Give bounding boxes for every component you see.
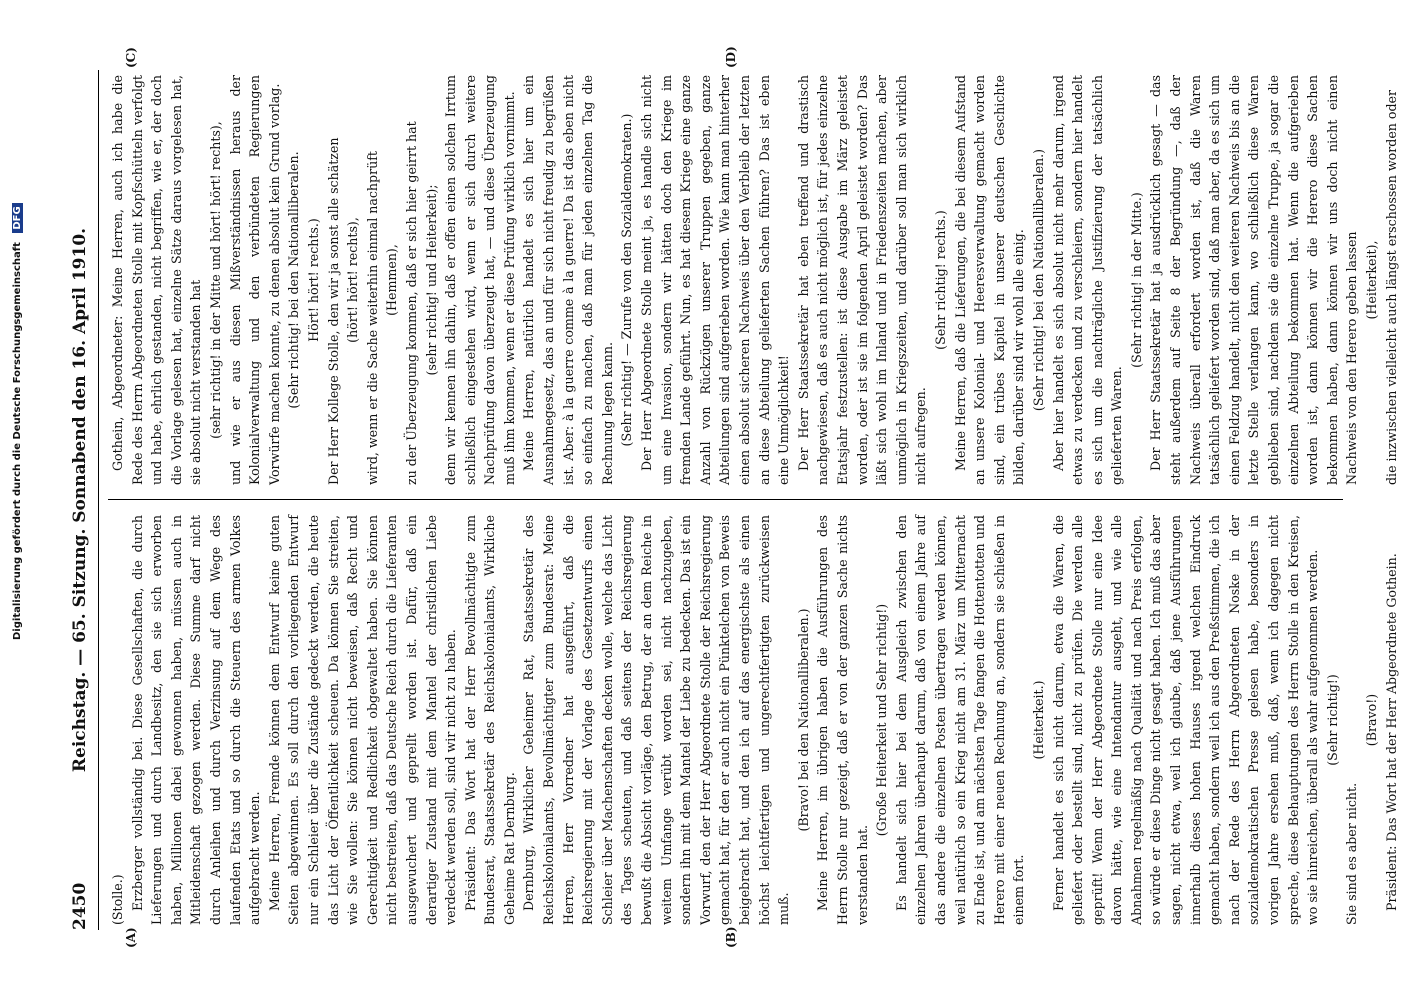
paragraph: (Bravo!) bbox=[1364, 693, 1379, 747]
margin-mark-d: (D) bbox=[724, 46, 738, 68]
page-number: 2450 bbox=[70, 882, 90, 930]
paragraph: Meine Herren, natürlich handelt es sich hier um ein Ausnahmegesetz, das an und für sich nicht freudig zu begrüßen ist. Aber: à la guerre comme à la guerre! Da ist das eben nicht so einfach zu machen, daß man für jeden einzelnen Tag die Rechnung legen kann. bbox=[521, 75, 615, 485]
paragraph: Es handelt sich hier bei dem Ausgleich zwischen den einzelnen Jahren überhaupt darum, daß von einem Jahre auf das andere die einzelnen Posten übertragen werden können, weil natürlich so ein Krieg nicht am 31. März um Mitternacht zu Ende ist, und am nächsten Tage fangen die Hottentotten und Herero mit einer neuen Rechnung an, sondern sie schießen in einem fort. bbox=[893, 515, 1027, 925]
paragraph: Präsident: Das Wort hat der Herr Abgeordnete Gothein. bbox=[1383, 553, 1399, 911]
paragraph: Meine Herren, im übrigen haben die Ausführungen des Herrn Stolle nur gezeigt, daß er von der ganzen Sache nichts verstanden hat. bbox=[815, 515, 870, 925]
left-text-column bbox=[108, 515, 1401, 925]
paragraph: (Sehr richtig! bei den Nationalliberalen.) bbox=[1030, 148, 1046, 412]
column-divider bbox=[108, 499, 1343, 500]
paragraph: (Sehr richtig!) bbox=[1324, 674, 1340, 766]
paragraph: (sehr richtig! in der Mitte und hört! hört! rechts), bbox=[207, 121, 223, 439]
paragraph: Ferner handelt es sich nicht darum, etwa die Waren, die geliefert oder bestellt sind, nicht zu prüfen. Die werden alle geprüft! Wenn der Herr Abgeordnete Stolle nur eine Idee davon hätte, wie eine Intendantur ausgeht, und wie alle Abnahmen regelmäßig nach Qualität und nach Preis erfolgen, so würde er diese Dinge nicht gesagt haben. Ich muß das aber sagen, nicht etwa, weil ich glaube, daß jene Ausführungen innerhalb dieses hohen Hauses irgend welchen Eindruck gemacht haben, sondern weil ich aus den Preßstimmen, die ich nach der Rede des Herrn Abgeordneten Noske in der sozialdemokratischen Presse gelesen habe, besonders in vorigen Jahre ersehen muß, daß, wenn ich dagegen nicht spreche, diese Behauptungen des Herrn Stolle in den Kreisen, wo sie hinreichen, überall als wahr aufgenommen werden. bbox=[1050, 515, 1321, 925]
paragraph: Präsident: Das Wort hat der Herr Bevollmächtigte zum Bundesrat, Staatssekretär des Reichskolonialamts, Wirkliche Geheime Rat Dernburg. bbox=[462, 515, 517, 925]
paragraph: denn wir kennen ihn dahin, daß er offen einen solchen Irrtum schließlich eingestehen wird, wenn er sich durch weitere Nachprüfung davon überzeugt hat, — und diese Überzeugung muß ihm kommen, wenn er diese Prüfung wirklich vornimmt. bbox=[443, 75, 517, 485]
paragraph: Der Herr Staatssekretär hat eben treffend und drastisch nachgewiesen, daß es auch nicht möglich ist, für jedes einzelne Etatsjahr festzustellen: ist diese Ausgabe im März geleistet worden, oder ist sie im folgenden April geleistet worden? Das läßt sich wohl im Inland und in Friedenszeiten machen, aber unmöglich in Kriegszeiten, und darüber soll man sich wirklich nicht aufregen. bbox=[795, 75, 929, 485]
right-text-column bbox=[108, 75, 1401, 485]
header-rule bbox=[98, 70, 99, 930]
paragraph: Gothein, Abgeordneter: Meine Herren, auch ich habe die Rede des Herrn Abgeordneten Stolle mit Kopfschütteln verfolgt und habe, ehrlich gestanden, nicht begriffen, wie er, der doch die Vorlage gelesen hat, einzelne Sätze daraus vorgelesen hat, sie absolut nicht verstanden hat bbox=[110, 75, 204, 485]
paragraph: (Sehr richtig! in der Mitte.) bbox=[1128, 192, 1144, 368]
margin-mark-b: (B) bbox=[724, 926, 738, 948]
paragraph: (Heiterkeit.) bbox=[1030, 680, 1046, 760]
paragraph: (Sehr richtig! bei den Nationalliberalen. bbox=[286, 151, 302, 409]
paragraph: Der Herr Abgeordnete Stolle meint ja, es handle sich nicht um eine Invasion, sondern wir hätten doch den Kriege im fremden Lande geführt. Nun, es hat diesem Kriege eine ganze Anzahl von Rückzügen unserer Truppen gegeben, ganze Abteilungen sind aufgerieben worden. Wie kann man hinterher einen absolut sicheren Nachweis über den Verbleib der letzten an diese Abteilung gelieferten Sachen führen? Das ist eben eine Unmöglichkeit! bbox=[639, 75, 792, 485]
dfg-logo: DFG bbox=[12, 203, 23, 232]
paragraph: Erzberger vollständig bei. Diese Gesellschaften, die durch Lieferungen und durch Landbesitz, den sie sich erworben haben, Millionen dabei gewonnen haben, müssen auch in Mitleidenschaft gezogen werden. Diese Summe darf nicht durch Anleihen und durch Verzinsung auf dem Wege des laufenden Etats und so durch die Steuern des armen Volkes aufgebracht werden. bbox=[129, 515, 263, 925]
paragraph: Aber hier handelt es sich absolut nicht mehr darum, irgend etwas zu verdecken und zu verschleiern, sondern hier handelt es sich um die nachträgliche Justifizierung der tatsächlich gelieferten Waren. bbox=[1050, 75, 1125, 485]
paragraph: (Heiterkeit), bbox=[1364, 240, 1379, 320]
paragraph: und wie er aus diesen Mißverständnissen heraus der Kolonialverwaltung und den verbündeten Regierungen Vorwürfe machen konnte, zu denen absolut kein Grund vorlag. bbox=[227, 75, 282, 485]
paragraph: (Bravo! bei den Nationalliberalen.) bbox=[795, 608, 811, 832]
paragraph: (Große Heiterkeit und Sehr richtig!) bbox=[874, 603, 890, 837]
paragraph: (Sehr richtig! rechts.) bbox=[932, 210, 948, 350]
paragraph: Der Herr Staatssekretär hat ja ausdrücklich gesagt — das steht außerdem auf Seite 8 der Begründung —, daß der Nachweis überall erfordert worden ist, daß die Waren tatsächlich geliefert worden sind, daß man aber, da es sich um einen Feldzug handelt, nicht den weiteren Nachweis bis an die letzte Stelle verlangen kann, wo schließlich diese Waren geblieben sind, nachdem sie die einzelne Truppe, ja sogar die einzelnen Abteilung bekommen hat. Wenn die aufgerieben worden ist, dann können wir die Herero diese Sachen bekommen haben, dann können wir uns doch nicht einen Nachweis von den Herero geben lassen bbox=[1148, 75, 1360, 485]
paragraph: (Sehr richtig! — Zurufe von den Sozialdemokraten.) bbox=[619, 113, 635, 447]
paragraph: wird, wenn er die Sache weiterhin einmal nachprüft bbox=[364, 151, 380, 485]
paragraph: (Stolle.) bbox=[110, 874, 125, 925]
paragraph: Der Herr Kollege Stolle, den wir ja sonst alle schätzen bbox=[325, 137, 341, 485]
paragraph: zu der Überzeugung kommen, daß er sich hier geirrt hat bbox=[403, 121, 419, 485]
paragraph: Meine Herren, Fremde können dem Entwurf keine guten Seiten abgewinnen. Es soll durch den vorliegenden Entwurf nur ein Schleier über die Zustände gedeckt werden, die heute das Licht der Öffentlichkeit scheuen. Da können Sie streiten, wie Sie wollen: Sie können nicht beweisen, daß Recht und Gerechtigkeit und Redlichkeit obgewaltet haben. Sie können nicht bestreiten, daß das Deutsche Reich durch die Lieferanten ausgewuchert und geprellt worden ist. Dafür, daß ein derartiger Zustand mit dem Mantel der christlichen Liebe verdeckt werden soll, sind wir nicht zu haben. bbox=[266, 515, 459, 925]
margin-mark-a: (A) bbox=[124, 927, 138, 948]
paragraph: (Hemmen), bbox=[384, 244, 400, 316]
paragraph: (hört! hört! rechts), bbox=[345, 217, 361, 343]
paragraph: (sehr richtig! und Heiterkeit); bbox=[423, 184, 439, 376]
paragraph: Dernburg, Wirklicher Geheimer Rat, Staatssekretär des Reichskolonialamts, Bevollmächtigter zum Bundesrat: Meine Herren, Herr Vorredner hat ausgeführt, daß die Reichsregierung mit der Vorlage des Gesetzentwurfs einen Schleier über Machenschaften decken wolle, welche das Licht des Tages scheuten, und daß seitens der Reichsregierung bewußt die Absicht vorläge, den Betrug, der an dem Reiche in weitem Umfange verübt worden sei, nicht nachzugeben, sondern ihn mit dem Mantel der Liebe zu bedecken. Das ist ein Vorwurf, den der Herr Abgeordnete Stolle der Reichsregierung gemacht hat, für den er auch nicht ein Pünktelchen von Beweis beigebracht hat, und den ich auf das energischste als einen höchst leichtfertigen und ungerechtfertigten zurückweisen muß. bbox=[521, 515, 792, 925]
digitization-credit: Digitalisierung gefördert durch die Deutsche Forschungsgemeinschaft DFG bbox=[12, 10, 23, 640]
margin-mark-c: (C) bbox=[124, 47, 138, 68]
paragraph: die inzwischen vielleicht auch längst erschossen worden oder bbox=[1383, 89, 1399, 485]
paragraph: Sie sind es aber nicht. bbox=[1344, 782, 1360, 925]
paragraph: Meine Herren, daß die Lieferungen, die bei diesem Aufstand an unsere Kolonial- und Heeresverwaltung gemacht worden sind, ein trübes Kapitel in unserer deutschen Geschichte bilden, darüber sind wir wohl alle einig. bbox=[952, 75, 1027, 485]
paragraph: Hört! hört! rechts.) bbox=[305, 218, 321, 342]
page-title: Reichstag. — 65. Sitzung. Sonnabend den 16. April 1910. bbox=[70, 227, 90, 773]
